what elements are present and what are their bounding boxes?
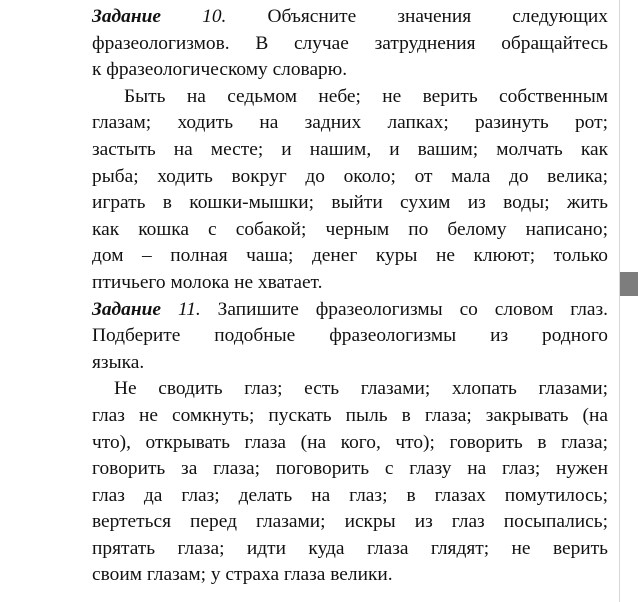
- task-10-example-line: играть в кошки-мышки; выйти сухим из воды; жить: [92, 192, 608, 214]
- task-11-examples: [92, 376, 608, 589]
- task-10-number: 10.: [202, 6, 227, 27]
- task-11-example-line: прятать глаза; идти куда глаза глядят; не верить: [92, 537, 608, 559]
- page-edge-divider: [619, 0, 620, 602]
- task-11-instruction: [92, 297, 608, 377]
- task-11-example-line: вертеться перед глазами; искры из глаз посыпались;: [92, 511, 608, 533]
- task-11-label: Задание: [92, 298, 162, 320]
- task-11-example-line: глаз да глаз; делать на глаз; в глазах помутилось;: [92, 484, 608, 506]
- task-10-example-line: Быть на седьмом небе; не верить собственным: [124, 85, 608, 107]
- task-10-example-line: как кошка с собакой; черным по белому написано;: [92, 218, 608, 240]
- task-10-line: [92, 4, 608, 31]
- task-10-example-line: дом – полная чаша; денег куры не клюют; только: [92, 245, 608, 267]
- task-11-example-line: своим глазам; у страха глаза велики.: [92, 564, 393, 586]
- task-10-text: Объясните значения следующих: [226, 6, 608, 27]
- task-11-example-line: Не сводить глаз; есть глазами; хлопать глазами;: [114, 378, 608, 400]
- task-10-instruction: [92, 4, 608, 84]
- task-11-example-line: говорить за глаза; поговорить с глазу на глаз; нужен: [92, 458, 608, 480]
- task-11-line: [92, 297, 608, 324]
- task-10-line: фразеологизмов. В случае затруднения обращайтесь: [92, 32, 608, 54]
- task-11-example-line: глаз не сомкнуть; пускать пыль в глаза; закрывать (на: [92, 404, 608, 426]
- task-10-examples: [92, 84, 608, 297]
- task-11-example-line: что), открывать глаза (на кого, что); говорить в глаза;: [92, 431, 608, 453]
- task-11-line: Подберите подобные фразеологизмы из родного: [92, 325, 608, 347]
- task-11-line: языка.: [92, 351, 145, 373]
- scrollbar-thumb[interactable]: [620, 272, 638, 296]
- task-10-example-line: птичьего молока не хватает.: [92, 271, 323, 293]
- document-text: [92, 4, 608, 589]
- task-11-text: Запишите фразеологизмы со словом глаз.: [200, 298, 608, 320]
- task-10-example-line: застыть на месте; и нашим, и вашим; молчать как: [92, 138, 608, 160]
- task-10-line: к фразеологическому словарю.: [92, 59, 348, 81]
- task-11-number: 11.: [177, 298, 201, 320]
- task-10-label: Задание: [92, 6, 162, 27]
- task-10-example-line: глазам; ходить на задних лапках; разинуть рот;: [92, 112, 608, 134]
- task-10-example-line: рыба; ходить вокруг до около; от мала до велика;: [92, 165, 608, 187]
